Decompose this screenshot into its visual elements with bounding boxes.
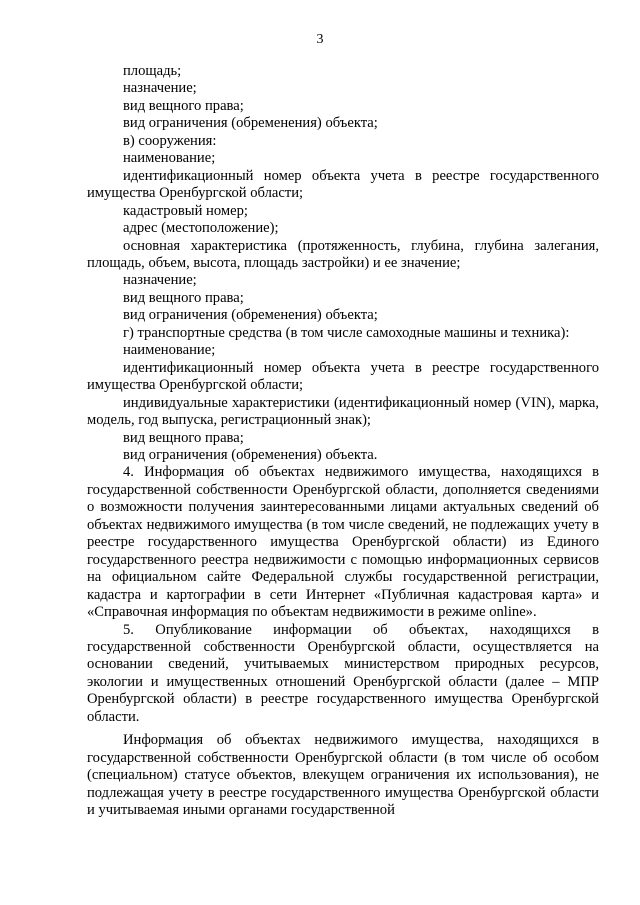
paragraph-encumbrance-3: вид ограничения (обременения) объекта. (123, 446, 378, 463)
paragraph-item-4: 4. Информация об объектах недвижимого имущества, находящихся в государственной собственности Оренбургской области, дополняется сведениями о возможности получения заинтересованными лицами актуальных сведений об объектах недвижимого имущества (в том числе сведений, не подлежащих учету в реестре государственного имущества Оренбургской области) из Единого государственного реестра недвижимости с помощью информационных сервисов на официальном сайте Федеральной службы государственной регистрации, кадастра и картографии в сети Интернет «Публичная кадастровая карта» и «Справочная информация по объектам недвижимости в режиме online». (87, 464, 599, 621)
paragraph-purpose: назначение; (123, 80, 197, 97)
paragraph-section-vehicles: г) транспортные средства (в том числе самоходные машины и техника): (123, 324, 570, 341)
page-number: 3 (316, 32, 324, 47)
paragraph-address: адрес (местоположение); (123, 220, 279, 237)
paragraph-property-right-2: вид вещного права; (123, 289, 244, 306)
document-body (87, 63, 599, 819)
paragraph-registry-id-2: идентификационный номер объекта учета в реестре государственного имущества Оренбургской области; (87, 359, 599, 394)
paragraph-registry-id: идентификационный номер объекта учета в реестре государственного имущества Оренбургской области; (87, 167, 599, 202)
paragraph-property-right-3: вид вещного права; (123, 429, 244, 446)
paragraph-area: площадь; (123, 63, 182, 79)
paragraph-encumbrance-2: вид ограничения (обременения) объекта; (123, 307, 378, 324)
paragraph-main-characteristic: основная характеристика (протяженность, глубина, глубина залегания, площадь, объем, высота, площадь застройки) и ее значение; (87, 237, 599, 271)
paragraph-encumbrance: вид ограничения (обременения) объекта; (123, 115, 378, 132)
paragraph-property-right: вид вещного права; (123, 97, 244, 114)
paragraph-section-structures: в) сооружения: (123, 132, 217, 149)
paragraph-individual-characteristics: индивидуальные характеристики (идентификационный номер (VIN), марка, модель, год выпуска, регистрационный знак); (87, 394, 599, 429)
paragraph-name: наименование; (123, 150, 216, 167)
paragraph-purpose-2: назначение; (123, 272, 197, 289)
paragraph-cadastral-number: кадастровый номер; (123, 202, 248, 219)
paragraph-information-objects: Информация об объектах недвижимого имущества, находящихся в государственной собственности Оренбургской области (в том числе об особом (специальном) статусе объектов, влекущем ограничения их использования), не подлежащая учету в реестре государственного имущества Оренбургской области и учитываемая иными органами государственной (87, 732, 599, 819)
paragraph-name-2: наименование; (123, 342, 216, 359)
paragraph-item-5: 5. Опубликование информации об объектах, находящихся в государственной собственности Оренбургской области, осуществляется на основании сведений, учитываемых министерством природных ресурсов, экологии и имущественных отношений Оренбургской области (далее – МПР Оренбургской области) в реестре государственного имущества Оренбургской области. (87, 621, 599, 725)
